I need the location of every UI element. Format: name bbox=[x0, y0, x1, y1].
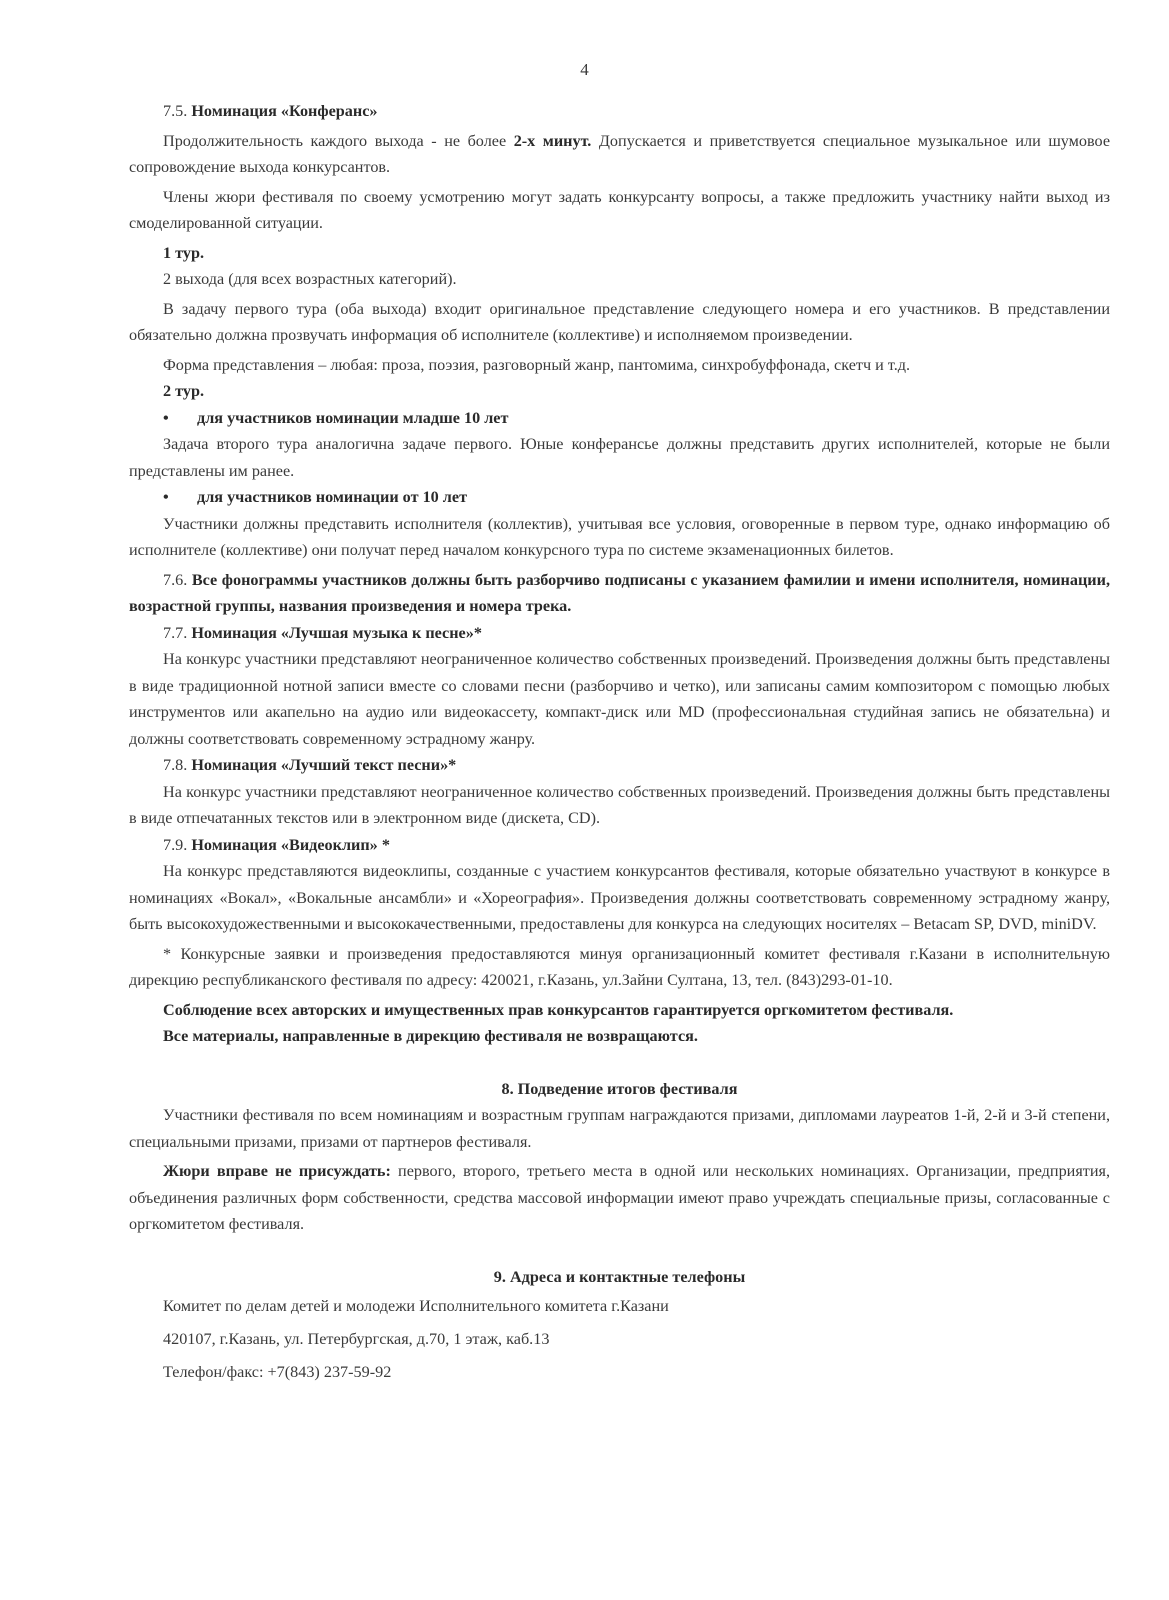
section-number: 7.5. bbox=[163, 102, 188, 120]
bullet-icon: • bbox=[163, 488, 169, 506]
paragraph: Участники должны представить исполнителя (коллектив), учитывая все условия, оговоренные в первом туре, однако информацию об исполнителе (коллективе) они получат перед началом конкурсного тура по системе экзаменационных билетов. bbox=[129, 514, 1110, 559]
bullet-item bbox=[129, 484, 1110, 511]
notice: Соблюдение всех авторских и имущественных прав конкурсантов гарантируется оргкомитетом фестиваля. bbox=[163, 1000, 954, 1019]
spacer bbox=[129, 1238, 1110, 1264]
section-8-heading: 8. Подведение итогов фестиваля bbox=[501, 1079, 738, 1098]
text: первого, второго, третьего места в одной или нескольких номинациях. Организации, предприятия, объединения различных форм собственности, средства массовой информации имеют право учреждать специальные призы, согласованные с оргкомитетом фестиваля. bbox=[129, 1162, 1110, 1233]
tour-1-heading: 1 тур. bbox=[163, 243, 205, 262]
section-9-heading: 9. Адреса и контактные телефоны bbox=[493, 1267, 746, 1286]
contact-organization: Комитет по делам детей и молодежи Исполнительного комитета г.Казани bbox=[163, 1297, 669, 1315]
spacer bbox=[129, 1050, 1110, 1076]
section-title: Номинация «Конферанс» bbox=[191, 102, 378, 120]
bullet-icon: • bbox=[163, 408, 169, 427]
contact-address: 420107, г.Казань, ул. Петербургская, д.70, 1 этаж, каб.13 bbox=[163, 1330, 550, 1348]
paragraph bbox=[129, 1158, 1110, 1238]
section-title: Номинация «Лучшая музыка к песне»* bbox=[191, 623, 482, 642]
section-number: 7.9. bbox=[163, 835, 188, 854]
paragraph: Участники фестиваля по всем номинациям и возрастным группам награждаются призами, дипломами лауреатов 1-й, 2-й и 3-й степени, специальными призами, призами от партнеров фестиваля. bbox=[129, 1106, 1110, 1151]
footnote: * Конкурсные заявки и произведения предоставляются минуя организационный комитет фестиваля г.Казани в исполнительную дирекцию республиканского фестиваля по адресу: 420021, г.Казань, ул.Зайни Султана, 13, тел. (843)293-01-10. bbox=[129, 944, 1110, 989]
document-body bbox=[129, 98, 1110, 1389]
notice: Все материалы, направленные в дирекцию фестиваля не возвращаются. bbox=[163, 1027, 698, 1045]
contact-phone: Телефон/факс: +7(843) 237-59-92 bbox=[163, 1363, 392, 1381]
paragraph bbox=[129, 128, 1110, 181]
section-7-8-heading bbox=[129, 752, 1110, 779]
paragraph: 2 выхода (для всех возрастных категорий). bbox=[163, 270, 457, 288]
text: Продолжительность каждого выхода - не более bbox=[163, 131, 514, 150]
bold-text: Все фонограммы участников должны быть разборчиво подписаны с указанием фамилии и имени исполнителя, номинации, возрастной группы, названия произведения и номера трека. bbox=[129, 570, 1111, 615]
section-7-9-heading bbox=[129, 832, 1110, 859]
paragraph: На конкурс участники представляют неограниченное количество собственных произведений. Произведения должны быть представлены в виде традиционной нотной записи вместе со словами песни (разборчиво и четко), или записаны самим композитором с помощью любых инструментов или акапельно на аудио или видеокассету, компакт-диск или MD (профессиональная студийная запись не обязательна) и должны соответствовать современному эстрадному жанру. bbox=[129, 650, 1110, 748]
bullet-text: для участников номинации от 10 лет bbox=[197, 488, 468, 506]
paragraph: Форма представления – любая: проза, поэзия, разговорный жанр, пантомима, синхробуффонада, скетч и т.д. bbox=[163, 355, 911, 374]
section-7-7-heading bbox=[129, 620, 1110, 647]
section-number: 7.8. bbox=[163, 756, 188, 774]
bullet-item bbox=[129, 405, 1110, 432]
text: Допускается и приветствуется специальное музыкальное или шумовое сопровождение выхода конкурсантов. bbox=[129, 131, 1111, 176]
bullet-text: для участников номинации младше 10 лет bbox=[197, 408, 509, 427]
tour-2-heading: 2 тур. bbox=[163, 382, 205, 400]
section-7-6 bbox=[129, 567, 1110, 620]
section-number: 7.6. bbox=[163, 570, 188, 589]
section-title: Номинация «Лучший текст песни»* bbox=[191, 756, 457, 774]
paragraph: На конкурс представляются видеоклипы, созданные с участием конкурсантов фестиваля, которые обязательно участвуют в конкурсе в номинациях «Вокал», «Вокальные ансамбли» и «Хореография». Произведения должны соответствовать современному эстрадному жанру, быть высокохудожественными и высококачественными, предоставлены для конкурса на следующих носителях – Betacam SP, DVD, miniDV. bbox=[129, 862, 1110, 933]
bold-text: Жюри вправе не присуждать: bbox=[163, 1162, 391, 1180]
paragraph: На конкурс участники представляют неограниченное количество собственных произведений. Произведения должны быть представлены в виде отпечатанных текстов или в электронном виде (дискета, CD). bbox=[129, 782, 1110, 827]
paragraph: Задача второго тура аналогична задаче первого. Юные конферансье должны представить других исполнителей, которые не были представлены им ранее. bbox=[129, 435, 1110, 480]
page-number: 4 bbox=[580, 60, 589, 79]
bold-text: 2-х минут. bbox=[513, 131, 592, 150]
paragraph: В задачу первого тура (оба выхода) входит оригинальное представление следующего номера и его участников. В представлении обязательно должна прозвучать информация об исполнителе (коллективе) и исполняемом произведении. bbox=[129, 299, 1110, 344]
paragraph: Члены жюри фестиваля по своему усмотрению могут задать конкурсанту вопросы, а также предложить участнику найти выход из смоделированной ситуации. bbox=[129, 187, 1110, 232]
section-number: 7.7. bbox=[163, 623, 188, 642]
section-7-5-heading bbox=[129, 98, 1110, 125]
section-title: Номинация «Видеоклип» * bbox=[191, 835, 390, 854]
contact-block bbox=[129, 1290, 1110, 1389]
